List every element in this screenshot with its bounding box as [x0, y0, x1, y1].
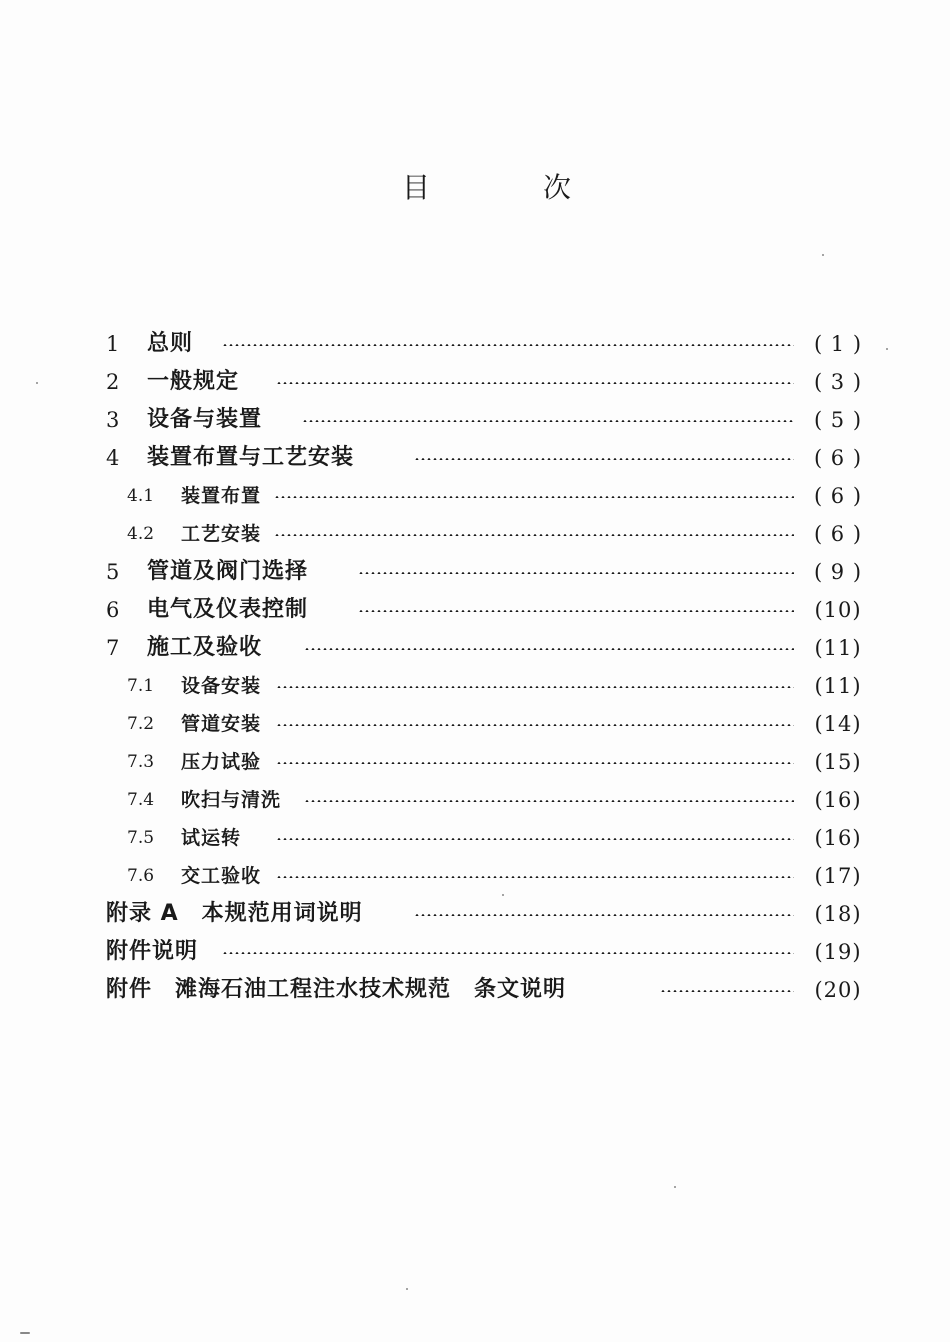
- toc-entry-number: 6: [106, 598, 120, 622]
- toc-entry-page: ( 6 ): [813, 484, 863, 508]
- toc-title-char-2: 次: [543, 171, 572, 204]
- toc-entry-page: (10): [814, 598, 862, 622]
- toc-entry-page: (16): [814, 788, 862, 812]
- toc-entry-page: ( 1 ): [813, 332, 863, 356]
- toc-entry[interactable]: [0, 896, 950, 932]
- scan-speck: [886, 348, 888, 350]
- toc-entry-label: 交工验收: [181, 865, 262, 887]
- toc-entry[interactable]: [0, 478, 950, 514]
- toc-entry-page: ( 6 ): [813, 446, 863, 470]
- toc-entry-page: ( 5 ): [813, 408, 863, 432]
- toc-entry-label: 附录 A 本规范用词说明: [106, 901, 363, 926]
- toc-entry-label: 试运转: [181, 827, 242, 849]
- toc-entry-label: 总则: [147, 331, 194, 356]
- toc-entry-number: 7.1: [127, 676, 155, 696]
- toc-leader-dots: [222, 344, 794, 346]
- toc-entry[interactable]: [0, 820, 950, 856]
- toc-entry-number: 4.1: [127, 486, 155, 506]
- toc-entry-page: ( 6 ): [813, 522, 863, 546]
- toc-entry-number: 7.3: [127, 752, 155, 772]
- toc-leader-dots: [222, 952, 794, 954]
- toc-entry[interactable]: [0, 934, 950, 970]
- toc-entry-label: 装置布置与工艺安装: [147, 445, 355, 470]
- toc-entry[interactable]: [0, 630, 950, 666]
- toc-entry[interactable]: [0, 972, 950, 1008]
- toc-entry-label: 一般规定: [147, 369, 240, 394]
- toc-leader-dots: [302, 420, 794, 422]
- toc-entry-page: (14): [814, 712, 862, 736]
- toc-entry-number: 7.6: [127, 866, 155, 886]
- toc-entry[interactable]: [0, 326, 950, 362]
- toc-entry[interactable]: [0, 858, 950, 894]
- toc-entry[interactable]: [0, 744, 950, 780]
- toc-entry-number: 7.2: [127, 714, 155, 734]
- toc-entry[interactable]: [0, 364, 950, 400]
- toc-entry-number: 4: [106, 446, 120, 470]
- toc-leader-dots: [274, 496, 794, 498]
- toc-entry-label: 设备与装置: [147, 407, 263, 432]
- toc-leader-dots: [304, 648, 794, 650]
- toc-leader-dots: [660, 990, 794, 992]
- toc-leader-dots: [276, 382, 794, 384]
- toc-leader-dots: [414, 914, 794, 916]
- toc-entry-label: 管道及阀门选择: [147, 559, 309, 584]
- toc-entry-page: (19): [814, 940, 862, 964]
- toc-leader-dots: [276, 876, 794, 878]
- toc-entry-page: ( 3 ): [813, 370, 863, 394]
- toc-leader-dots: [304, 800, 794, 802]
- toc-entry-number: 3: [106, 408, 120, 432]
- toc-entry[interactable]: [0, 554, 950, 590]
- toc-entry-label: 管道安装: [181, 713, 262, 735]
- toc-entry-label: 吹扫与清洗: [181, 789, 282, 811]
- toc-entry-label: 压力试验: [181, 751, 262, 773]
- toc-entry-number: 7.4: [127, 790, 155, 810]
- toc-entry[interactable]: [0, 668, 950, 704]
- toc-entry-label: 装置布置: [181, 485, 262, 507]
- toc-entry-label: 电气及仪表控制: [147, 597, 309, 622]
- toc-leader-dots: [358, 610, 794, 612]
- toc-entry[interactable]: [0, 402, 950, 438]
- toc-leader-dots: [274, 534, 794, 536]
- toc-entry-page: (16): [814, 826, 862, 850]
- toc-entry[interactable]: [0, 782, 950, 818]
- scan-speck: [36, 382, 38, 384]
- toc-entry[interactable]: [0, 706, 950, 742]
- scan-speck: [20, 1332, 30, 1334]
- toc-entry-label: 附件说明: [106, 939, 199, 964]
- toc-leader-dots: [276, 762, 794, 764]
- toc-entry[interactable]: [0, 516, 950, 552]
- scan-speck: [822, 254, 824, 256]
- toc-entry-label: 施工及验收: [147, 635, 263, 660]
- toc-entry[interactable]: [0, 440, 950, 476]
- toc-entry-page: (15): [814, 750, 862, 774]
- toc-entry-page: (20): [814, 978, 862, 1002]
- toc-entry-number: 5: [106, 560, 120, 584]
- toc-entry-label: 工艺安装: [181, 523, 262, 545]
- toc-entry-page: (17): [814, 864, 862, 888]
- toc-entry-page: (11): [814, 636, 862, 660]
- scan-speck: [502, 894, 504, 896]
- scan-speck: [406, 1288, 408, 1290]
- toc-leader-dots: [358, 572, 794, 574]
- toc-entry-number: 7.5: [127, 828, 155, 848]
- scan-speck: [674, 1186, 676, 1188]
- toc-entry-label: 附件 滩海石油工程注水技术规范 条文说明: [106, 977, 567, 1002]
- toc-entry[interactable]: [0, 592, 950, 628]
- toc-leader-dots: [276, 838, 794, 840]
- toc-entry-number: 4.2: [127, 524, 155, 544]
- toc-title-char-1: 目: [402, 171, 431, 204]
- toc-entry-number: 1: [106, 332, 120, 356]
- toc-leader-dots: [414, 458, 794, 460]
- toc-title: [0, 168, 950, 208]
- toc-leader-dots: [276, 686, 794, 688]
- toc-entry-label: 设备安装: [181, 675, 262, 697]
- toc-entry-page: (11): [814, 674, 862, 698]
- toc-entry-page: (18): [814, 902, 862, 926]
- toc-entry-page: ( 9 ): [813, 560, 863, 584]
- toc-entry-number: 2: [106, 370, 120, 394]
- toc-leader-dots: [276, 724, 794, 726]
- toc-entry-number: 7: [106, 636, 120, 660]
